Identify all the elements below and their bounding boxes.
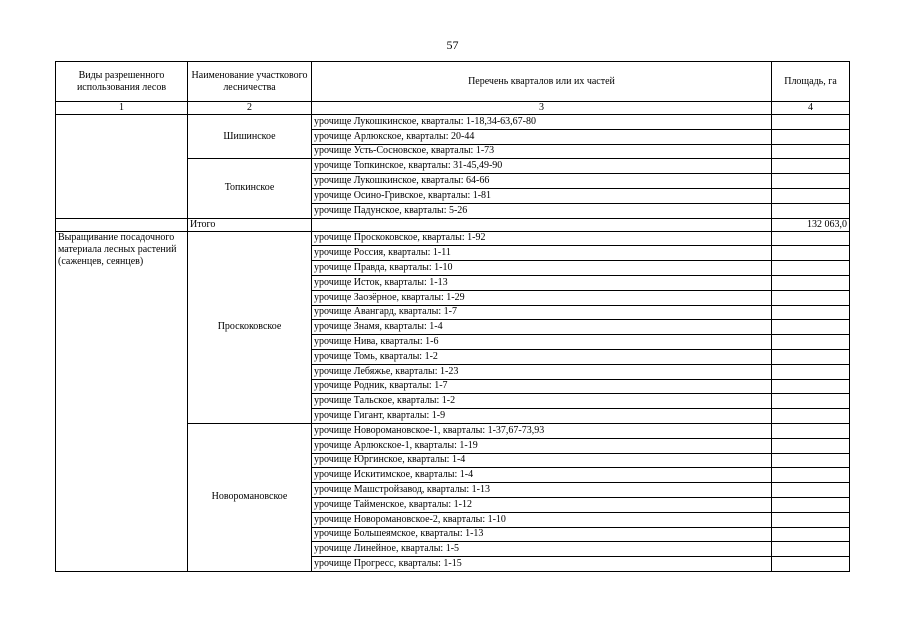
area-cell [772, 290, 850, 305]
column-number: 3 [312, 102, 772, 115]
quarter-cell: урочище Искитимское, кварталы: 1-4 [312, 468, 772, 483]
area-cell [772, 497, 850, 512]
quarter-cell: урочище Новоромановское-2, кварталы: 1-10 [312, 512, 772, 527]
area-cell [772, 438, 850, 453]
header-use-type: Виды разрешенного использования лесов [56, 62, 188, 102]
quarter-cell: урочище Прогресс, кварталы: 1-15 [312, 557, 772, 572]
forestry-cell: Новоромановское [188, 423, 312, 571]
column-number: 1 [56, 102, 188, 115]
area-cell [772, 512, 850, 527]
forestry-cell: Проскоковское [188, 231, 312, 423]
column-number: 2 [188, 102, 312, 115]
total-section [56, 218, 850, 231]
quarter-cell: урочище Знамя, кварталы: 1-4 [312, 320, 772, 335]
area-cell [772, 188, 850, 203]
use-type-cell [56, 115, 188, 219]
quarter-cell: урочище Лукошкинское, кварталы: 64-66 [312, 174, 772, 189]
quarter-cell: урочище Лебяжье, кварталы: 1-23 [312, 364, 772, 379]
quarter-cell: урочище Лукошкинское, кварталы: 1-18,34-63,67-80 [312, 115, 772, 130]
use-type-cell: Выращивание посадочного материала лесных растений (саженцев, сеянцев) [56, 231, 188, 571]
quarter-cell: урочище Падунское, кварталы: 5-26 [312, 203, 772, 218]
area-cell [772, 305, 850, 320]
total-area: 132 063,0 [772, 218, 850, 231]
quarter-cell: урочище Томь, кварталы: 1-2 [312, 349, 772, 364]
quarter-cell: урочище Юргинское, кварталы: 1-4 [312, 453, 772, 468]
quarter-cell: урочище Осино-Гривское, кварталы: 1-81 [312, 188, 772, 203]
page-number: 57 [446, 38, 459, 52]
area-cell [772, 129, 850, 144]
header-quarters: Перечень кварталов или их частей [312, 62, 772, 102]
total-blank-cell [56, 218, 188, 231]
area-cell [772, 203, 850, 218]
quarter-cell: урочище Усть-Сосновское, кварталы: 1-73 [312, 144, 772, 159]
quarter-cell: урочище Гигант, кварталы: 1-9 [312, 409, 772, 424]
section-seedlings [56, 231, 850, 571]
area-cell [772, 423, 850, 438]
quarter-cell: урочище Родник, кварталы: 1-7 [312, 379, 772, 394]
forest-use-table [55, 61, 850, 572]
quarter-cell: урочище Большеямское, кварталы: 1-13 [312, 527, 772, 542]
quarter-cell: урочище Заозёрное, кварталы: 1-29 [312, 290, 772, 305]
area-cell [772, 246, 850, 261]
area-cell [772, 409, 850, 424]
table-row [56, 231, 850, 246]
quarter-cell: урочище Исток, кварталы: 1-13 [312, 275, 772, 290]
area-cell [772, 364, 850, 379]
area-cell [772, 557, 850, 572]
quarter-cell: урочище Машстройзавод, кварталы: 1-13 [312, 483, 772, 498]
quarter-cell: урочище Линейное, кварталы: 1-5 [312, 542, 772, 557]
area-cell [772, 379, 850, 394]
quarter-cell: урочище Новоромановское-1, кварталы: 1-37,67-73,93 [312, 423, 772, 438]
area-cell [772, 394, 850, 409]
quarter-cell: урочище Авангард, кварталы: 1-7 [312, 305, 772, 320]
quarter-cell: урочище Арлюкское, кварталы: 20-44 [312, 129, 772, 144]
quarter-cell: урочище Правда, кварталы: 1-10 [312, 261, 772, 276]
area-cell [772, 261, 850, 276]
quarter-cell: урочище Арлюкское-1, кварталы: 1-19 [312, 438, 772, 453]
header-forestry: Наименование участкового лесничества [188, 62, 312, 102]
quarter-cell: урочище Тальское, кварталы: 1-2 [312, 394, 772, 409]
quarter-cell: урочище Проскоковское, кварталы: 1-92 [312, 231, 772, 246]
area-cell [772, 159, 850, 174]
quarter-cell: урочище Россия, кварталы: 1-11 [312, 246, 772, 261]
area-cell [772, 174, 850, 189]
area-cell [772, 144, 850, 159]
quarter-cell: урочище Тайменское, кварталы: 1-12 [312, 497, 772, 512]
column-number: 4 [772, 102, 850, 115]
forestry-cell: Шишинское [188, 115, 312, 159]
area-cell [772, 468, 850, 483]
area-cell [772, 542, 850, 557]
table-header [56, 62, 850, 115]
area-cell [772, 115, 850, 130]
header-area: Площадь, га [772, 62, 850, 102]
area-cell [772, 349, 850, 364]
area-cell [772, 231, 850, 246]
total-blank-cell [312, 218, 772, 231]
area-cell [772, 483, 850, 498]
area-cell [772, 275, 850, 290]
total-label: Итого [188, 218, 312, 231]
forestry-cell: Топкинское [188, 159, 312, 218]
area-cell [772, 527, 850, 542]
area-cell [772, 320, 850, 335]
quarter-cell: урочище Нива, кварталы: 1-6 [312, 335, 772, 350]
table-row [56, 115, 850, 130]
area-cell [772, 335, 850, 350]
area-cell [772, 453, 850, 468]
quarter-cell: урочище Топкинское, кварталы: 31-45,49-90 [312, 159, 772, 174]
section-continued [56, 115, 850, 219]
